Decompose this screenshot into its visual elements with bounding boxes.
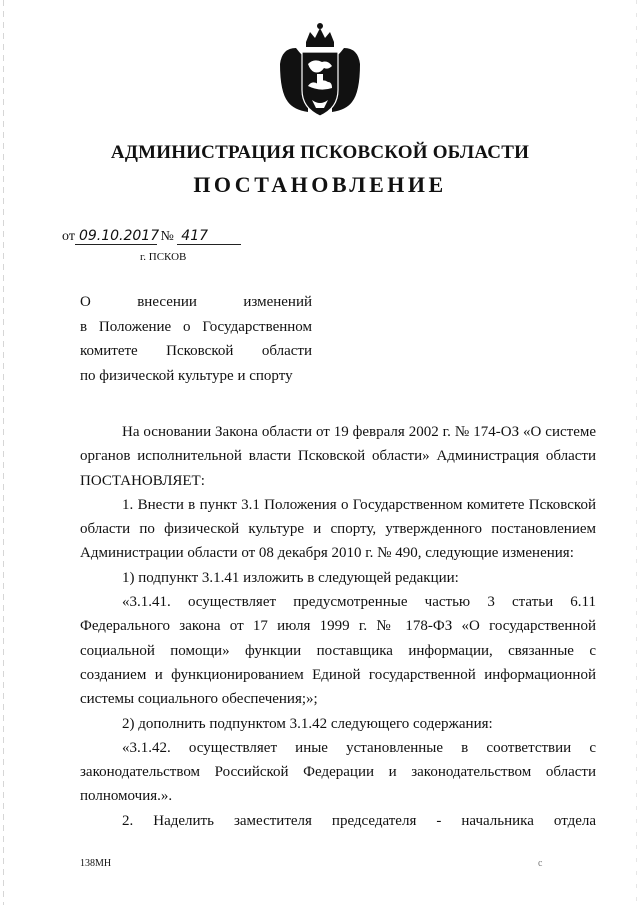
page-mark: c xyxy=(538,858,543,869)
subject-line: О внесении изменений xyxy=(80,294,312,310)
document-number: 417 xyxy=(177,228,241,245)
organization-title: АДМИНИСТРАЦИЯ ПСКОВСКОЙ ОБЛАСТИ xyxy=(110,142,530,163)
scan-edge-right xyxy=(636,0,637,905)
document-date: 09.10.2017 xyxy=(75,228,157,245)
subject-line: по физической культуре и спорту xyxy=(80,367,293,384)
coat-of-arms-icon xyxy=(272,20,368,120)
scan-edge-left xyxy=(3,0,4,905)
city-label: г. ПСКОВ xyxy=(140,251,187,263)
date-prefix: от xyxy=(62,229,75,244)
document-body xyxy=(80,420,596,833)
body-paragraph: «3.1.41. осуществляет предусмотренные частью 3 статьи 6.11 Федерального закона от 17 июля 1999 г. № 178-ФЗ «О государственной социальной помощи» функции поставщика информации, связанные с созданием и функционированием Единой государственной информационной системы социального обеспечения;»; xyxy=(80,594,596,708)
body-paragraph: На основании Закона области от 19 февраля 2002 г. № 174-ОЗ «О системе органов исполнительной власти Псковской области» Администрация области ПОСТАНОВЛЯЕТ: xyxy=(80,424,596,489)
document-subject xyxy=(80,290,312,388)
body-paragraph: «3.1.42. осуществляет иные установленные в соответствии с законодательством Российской Федерации и законодательством области полномочия.». xyxy=(80,739,596,805)
document-type-title: ПОСТАНОВЛЕНИЕ xyxy=(193,172,447,197)
body-paragraph: 1) подпункт 3.1.41 изложить в следующей редакции: xyxy=(122,569,459,586)
subject-line: комитете Псковской области xyxy=(80,343,312,359)
date-number-line xyxy=(62,228,241,245)
body-paragraph: 2) дополнить подпунктом 3.1.42 следующего содержания: xyxy=(122,715,493,732)
body-paragraph: 2. Наделить заместителя председателя - начальника отдела xyxy=(122,812,596,829)
document-code: 138МН xyxy=(80,858,112,869)
body-paragraph: 1. Внести в пункт 3.1 Положения о Государственном комитете Псковской области по физической культуре и спорту, утвержденного постановлением Администрации области от 08 декабря 2010 г. № 490, следующие изменения: xyxy=(80,496,596,562)
number-prefix: № xyxy=(160,229,174,244)
subject-line: в Положение о Государственном xyxy=(80,318,312,335)
